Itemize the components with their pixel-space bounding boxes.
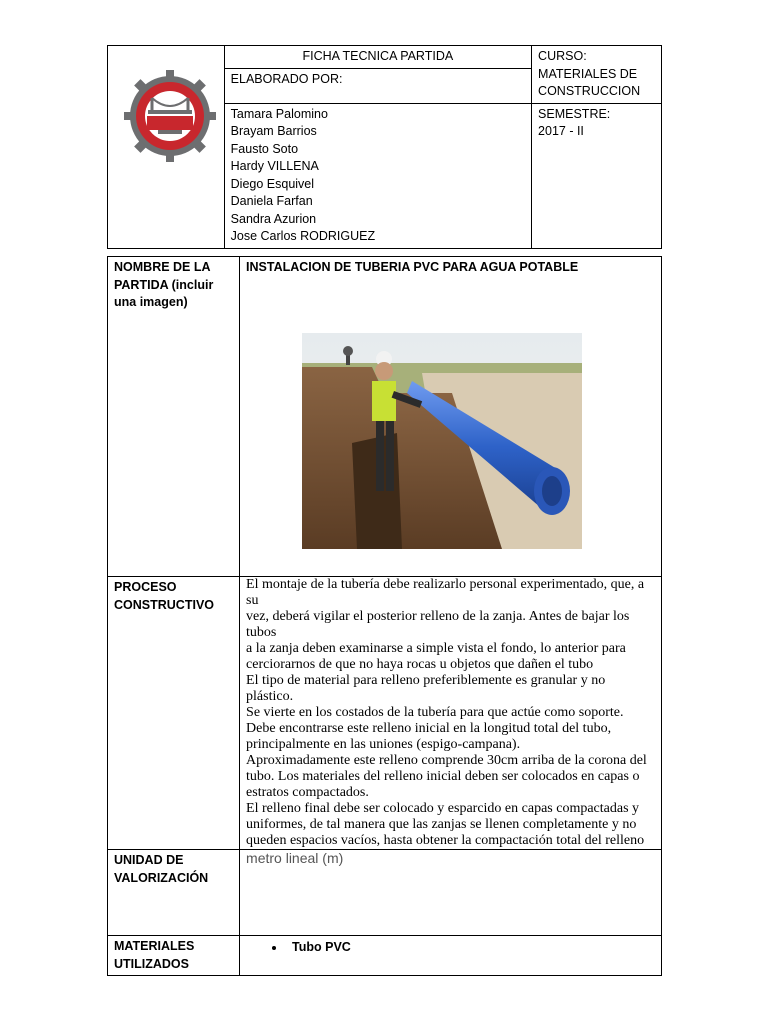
curso-cell: [532, 46, 662, 104]
materiales-content-cell: [240, 936, 662, 976]
unidad-label-cell: [108, 850, 240, 936]
author-name: Diego Esquivel: [230, 176, 315, 191]
partida-label: NOMBRE DE LA PARTIDA (incluir una imagen): [114, 260, 214, 309]
proceso-content-cell: [240, 577, 662, 850]
author-name: Jose Carlos RODRIGUEZ: [230, 229, 376, 243]
main-table: [107, 256, 662, 976]
title-cell: [224, 46, 531, 69]
materiales-label-cell: [108, 936, 240, 976]
curso-value: MATERIALES DE CONSTRUCCION: [538, 66, 641, 98]
list-item: • Tubo PVC: [286, 938, 661, 956]
proceso-line: tubo. Los materiales del relleno inicial deben ser colocados en capas o: [246, 769, 640, 784]
author-name: Sandra Azurion: [230, 211, 317, 226]
curso-label: CURSO:: [538, 49, 587, 63]
proceso-line: vez, deberá vigilar el posterior relleno de la zanja. Antes de bajar los tubos: [246, 609, 630, 640]
proceso-line: estratos compactados.: [246, 785, 369, 800]
proceso-label: PROCESO CONSTRUCTIVO: [114, 580, 214, 612]
logo-cell: [108, 46, 225, 249]
proceso-line: Aproximadamente este relleno comprende 30cm arriba de la corona del: [246, 753, 647, 768]
proceso-line: queden espacios vacíos, hasta obtener la compactación total del relleno: [246, 833, 645, 848]
proceso-line: Se vierte en los costados de la tubería para que actúe como soporte.: [246, 705, 624, 720]
semestre-value: 2017 - II: [538, 124, 584, 138]
author-name: Brayam Barrios: [230, 124, 317, 138]
unidad-content-cell: [240, 850, 662, 936]
partida-content-cell: [240, 257, 662, 577]
partida-name: INSTALACION DE TUBERIA PVC PARA AGUA POTABLE: [246, 260, 579, 274]
author-name: Hardy VILLENA: [230, 159, 319, 173]
unidad-label: UNIDAD DE VALORIZACIÓN: [114, 853, 209, 885]
proceso-line: El relleno final debe ser colocado y esparcido en capas compactadas y: [246, 801, 640, 816]
author-name: Daniela Farfan: [230, 194, 313, 208]
elaborado-cell: [224, 69, 531, 103]
document-title: FICHA TECNICA PARTIDA: [302, 49, 454, 63]
materiales-list: [240, 938, 661, 956]
proceso-line: Debe encontrarse este relleno inicial en la longitud total del tubo,: [246, 721, 612, 736]
university-seal-icon: [120, 64, 220, 164]
author-name: Tamara Palomino: [230, 106, 328, 121]
elaborado-label: ELABORADO POR:: [230, 72, 343, 87]
semestre-label: SEMESTRE:: [538, 106, 611, 121]
partida-label-cell: [108, 257, 240, 577]
unidad-value: metro lineal (m): [246, 850, 344, 866]
proceso-line: uniformes, de tal manera que las zanjas se llenen completamente y no: [246, 817, 637, 832]
authors-cell: [224, 103, 531, 248]
proceso-line: El tipo de material para relleno preferiblemente es granular y no plástico.: [246, 673, 606, 704]
proceso-line: El montaje de la tubería debe realizarlo personal experimentado, que, a su: [246, 577, 645, 608]
proceso-line: a la zanja deben examinarse a simple vista el fondo, lo anterior para: [246, 641, 626, 656]
proceso-line: principalmente en las uniones (espigo-campana).: [246, 737, 521, 752]
pvc-pipe-trench-photo: [302, 333, 582, 549]
proceso-label-cell: [108, 577, 240, 850]
proceso-line: cerciorarnos de que no haya rocas u objetos que dañen el tubo: [246, 657, 594, 672]
materiales-label: MATERIALES UTILIZADOS: [114, 939, 195, 971]
author-name: Fausto Soto: [230, 141, 299, 156]
header-table: [107, 45, 662, 249]
semestre-cell: [532, 103, 662, 248]
